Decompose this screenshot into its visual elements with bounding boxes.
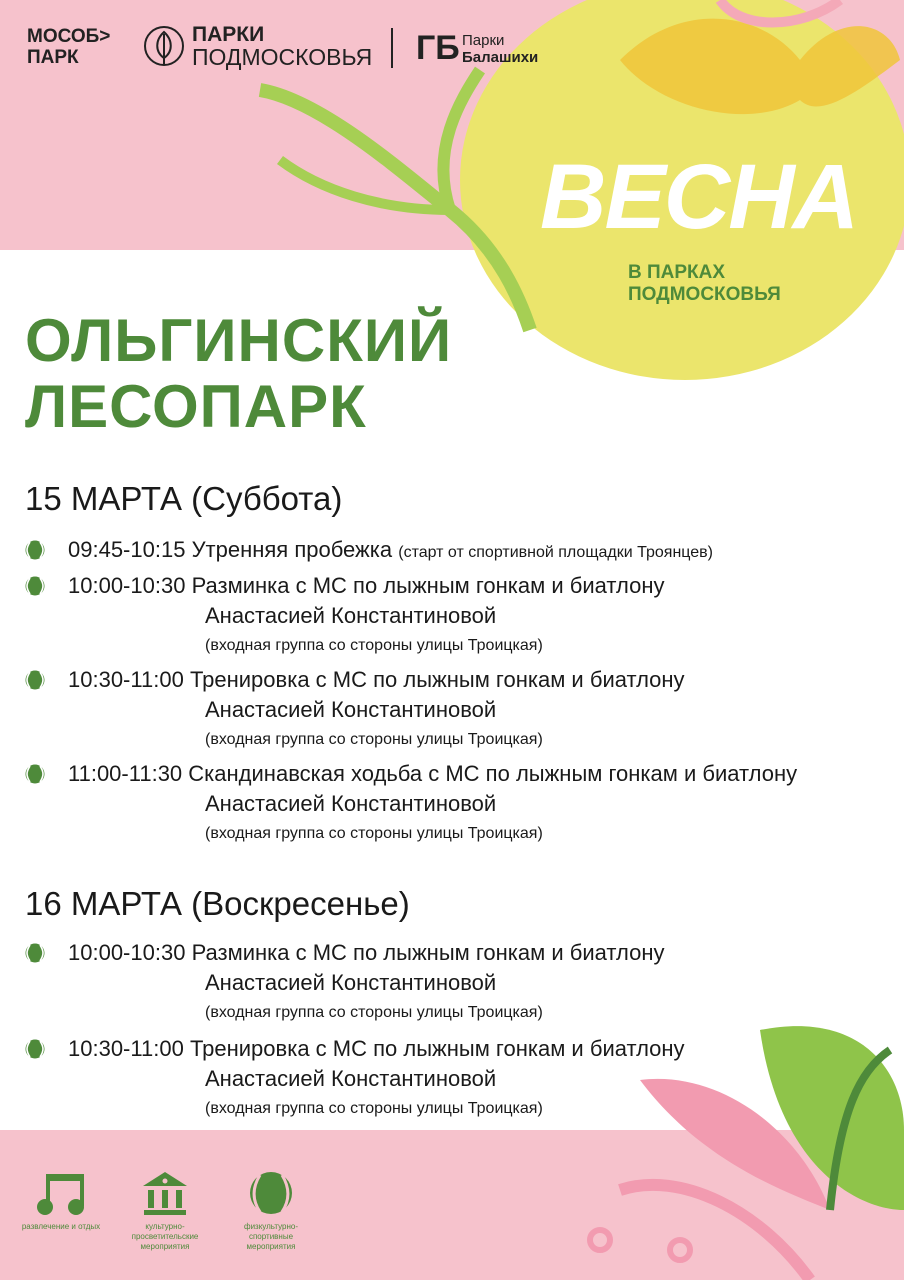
event-host: Анастасией Константиновой — [205, 791, 497, 816]
event-name: Разминка с МС по лыжным гонкам и биатлону — [191, 940, 665, 965]
event-line — [68, 761, 797, 787]
logo-line: Парки — [462, 32, 505, 49]
logo-line: Балашихи — [462, 49, 539, 66]
park-title — [25, 308, 452, 440]
event-time: 10:30-11:00 — [68, 1036, 184, 1061]
campaign-subtitle-line: ПОДМОСКОВЬЯ — [628, 284, 781, 305]
balashikha-logo — [462, 32, 538, 66]
title-line: ОЛЬГИНСКИЙ — [25, 307, 453, 374]
music-note-icon — [36, 1172, 86, 1216]
day-heading: 16 МАРТА (Воскресенье) — [25, 885, 410, 922]
title-line: ЛЕСОПАРК — [25, 373, 367, 440]
event-location: (входная группа со стороны улицы Троицкая) — [205, 1004, 543, 1021]
event-name: Разминка с МС по лыжным гонкам и биатлону — [191, 573, 665, 598]
event-host: Анастасией Константиновой — [205, 697, 497, 722]
event-name: Тренировка с МС по лыжным гонкам и биатлону — [189, 667, 685, 692]
event-line — [68, 1036, 685, 1062]
event-time: 10:30-11:00 — [68, 667, 184, 692]
event-location: (входная группа со стороны улицы Троицкая) — [205, 825, 543, 842]
legend-label: культурно-просветительские мероприятия — [131, 1222, 199, 1251]
event-line — [68, 537, 713, 563]
logo-line: МОСОБ> — [27, 26, 111, 47]
mosoblpark-logo — [27, 26, 110, 68]
event-note: (старт от спортивной площадки Троянцев) — [398, 544, 713, 561]
event-host: Анастасией Константиновой — [205, 603, 497, 628]
event-name: Тренировка с МС по лыжным гонкам и биатлону — [189, 1036, 685, 1061]
ball-icon — [25, 540, 45, 560]
flower-decoration — [600, 0, 904, 140]
logo-line: ПОДМОСКОВЬЯ — [192, 44, 373, 70]
parki-podmoskovya-logo — [192, 24, 372, 68]
event-location: (входная группа со стороны улицы Троицкая) — [205, 637, 543, 654]
day-heading: 15 МАРТА (Суббота) — [25, 480, 343, 517]
campaign-subtitle — [628, 262, 781, 306]
event-host: Анастасией Константиновой — [205, 970, 497, 995]
logo-line: ПАРК — [27, 47, 79, 68]
event-time: 11:00-11:30 — [68, 761, 183, 786]
legend — [0, 1160, 340, 1260]
museum-icon — [142, 1170, 188, 1216]
ball-icon — [25, 943, 45, 963]
event-time: 10:00-10:30 — [68, 573, 186, 598]
event-line — [68, 573, 664, 599]
event-time: 10:00-10:30 — [68, 940, 186, 965]
ball-icon — [25, 576, 45, 596]
logo-divider — [391, 28, 393, 68]
legend-label: развлечение и отдых — [21, 1222, 101, 1231]
campaign-title: ВЕСНА — [540, 146, 858, 248]
leaf-decoration — [200, 40, 560, 340]
ball-icon — [25, 764, 45, 784]
event-time: 09:45-10:15 — [68, 537, 186, 562]
event-line — [68, 940, 664, 966]
event-location: (входная группа со стороны улицы Троицкая) — [205, 1100, 543, 1117]
legend-label: физкультурно-спортивные мероприятия — [244, 1222, 298, 1251]
ball-icon — [248, 1170, 294, 1216]
event-name: Утренняя пробежка — [191, 537, 393, 562]
ball-icon — [25, 1039, 45, 1059]
leaf-logo-icon — [143, 24, 185, 68]
balashikha-mark: ГБ — [416, 29, 460, 67]
logo-line: ПАРКИ — [192, 23, 265, 46]
ball-icon — [25, 670, 45, 690]
event-location: (входная группа со стороны улицы Троицкая) — [205, 731, 543, 748]
event-host: Анастасией Константиновой — [205, 1066, 497, 1091]
campaign-subtitle-line: В ПАРКАХ — [628, 262, 726, 283]
event-line — [68, 667, 685, 693]
event-name: Скандинавская ходьба с МС по лыжным гонкам и биатлону — [188, 761, 798, 786]
